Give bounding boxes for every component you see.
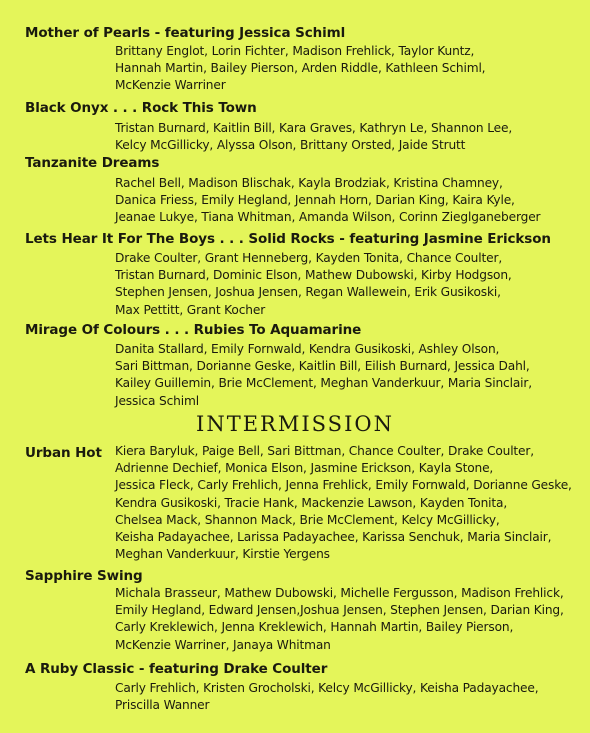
cast-list: [115, 585, 585, 654]
cast-list: [115, 680, 585, 714]
cast-line: Kendra Gusikoski, Tracie Hank, Mackenzie Lawson, Kayden Tonita,: [115, 495, 508, 510]
cast-line: Stephen Jensen, Joshua Jensen, Regan Wallewein, Erik Gusikoski,: [115, 285, 501, 300]
cast-line: McKenzie Warriner: [115, 78, 226, 93]
cast-line: Kelcy McGillicky, Alyssa Olson, Brittany Orsted, Jaide Strutt: [115, 138, 466, 153]
section-title: Sapphire Swing: [25, 568, 143, 584]
section-title: A Ruby Classic - featuring Drake Coulter: [25, 661, 328, 677]
cast-list: [115, 175, 585, 227]
cast-line: Carly Kreklewich, Jenna Kreklewich, Hannah Martin, Bailey Pierson,: [115, 620, 514, 635]
cast-list: [115, 443, 585, 563]
cast-line: Rachel Bell, Madison Blischak, Kayla Brodziak, Kristina Chamney,: [115, 176, 503, 190]
section-title: Tanzanite Dreams: [25, 155, 160, 171]
cast-line: Tristan Burnard, Kaitlin Bill, Kara Graves, Kathryn Le, Shannon Lee,: [115, 121, 513, 135]
cast-line: Kailey Guillemin, Brie McClement, Meghan Vanderkuur, Maria Sinclair,: [115, 376, 532, 391]
section-title: Urban Hot: [25, 445, 102, 461]
cast-line: McKenzie Warriner, Janaya Whitman: [115, 637, 331, 652]
cast-line: Danita Stallard, Emily Fornwald, Kendra Gusikoski, Ashley Olson,: [115, 342, 500, 356]
cast-line: Hannah Martin, Bailey Pierson, Arden Riddle, Kathleen Schiml,: [115, 61, 486, 76]
cast-list: [115, 341, 585, 410]
cast-line: Keisha Padayachee, Larissa Padayachee, Karissa Senchuk, Maria Sinclair,: [115, 529, 552, 544]
section-title: Black Onyx . . . Rock This Town: [25, 100, 257, 116]
cast-line: Meghan Vanderkuur, Kirstie Yergens: [115, 547, 330, 562]
cast-line: Adrienne Dechief, Monica Elson, Jasmine Erickson, Kayla Stone,: [115, 461, 494, 476]
cast-line: Jessica Schiml: [115, 393, 199, 408]
cast-line: Drake Coulter, Grant Henneberg, Kayden Tonita, Chance Coulter,: [115, 251, 503, 265]
cast-line: Priscilla Wanner: [115, 698, 210, 713]
cast-line: Jeanae Lukye, Tiana Whitman, Amanda Wilson, Corinn Zieglganeberger: [115, 210, 541, 225]
intermission-heading: INTERMISSION: [196, 412, 394, 436]
cast-list: [115, 250, 585, 319]
cast-line: Brittany Englot, Lorin Fichter, Madison Frehlick, Taylor Kuntz,: [115, 44, 475, 58]
cast-line: Jessica Fleck, Carly Frehlich, Jenna Frehlick, Emily Fornwald, Dorianne Geske,: [115, 478, 572, 493]
cast-list: [115, 43, 585, 95]
cast-line: Kiera Baryluk, Paige Bell, Sari Bittman, Chance Coulter, Drake Coulter,: [115, 444, 534, 458]
cast-line: Tristan Burnard, Dominic Elson, Mathew Dubowski, Kirby Hodgson,: [115, 268, 512, 283]
cast-line: Sari Bittman, Dorianne Geske, Kaitlin Bill, Eilish Burnard, Jessica Dahl,: [115, 359, 530, 374]
cast-line: Michala Brasseur, Mathew Dubowski, Michelle Fergusson, Madison Frehlick,: [115, 586, 564, 600]
cast-line: Danica Friess, Emily Hegland, Jennah Horn, Darian King, Kaira Kyle,: [115, 193, 515, 208]
section-title: Mother of Pearls - featuring Jessica Schiml: [25, 25, 346, 41]
section-title: Mirage Of Colours . . . Rubies To Aquamarine: [25, 322, 362, 338]
cast-line: Emily Hegland, Edward Jensen,Joshua Jensen, Stephen Jensen, Darian King,: [115, 603, 564, 618]
cast-list: [115, 120, 585, 154]
section-title: Lets Hear It For The Boys . . . Solid Rocks - featuring Jasmine Erickson: [25, 231, 551, 247]
cast-line: Chelsea Mack, Shannon Mack, Brie McClement, Kelcy McGillicky,: [115, 512, 500, 527]
cast-line: Carly Frehlich, Kristen Grocholski, Kelcy McGillicky, Keisha Padayachee,: [115, 681, 539, 695]
cast-line: Max Pettitt, Grant Kocher: [115, 302, 266, 317]
